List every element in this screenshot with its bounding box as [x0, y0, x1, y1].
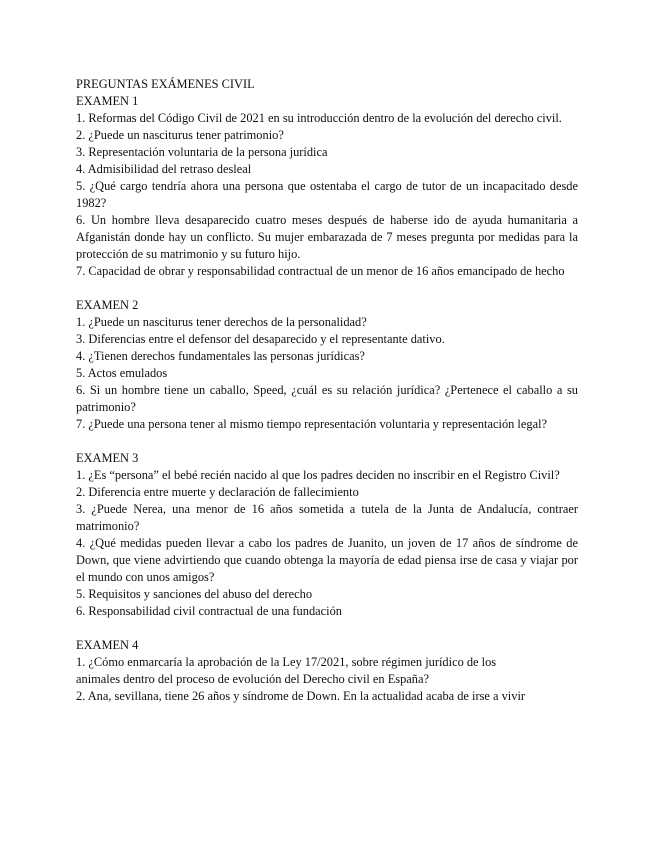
section-gap — [76, 433, 578, 450]
exam-2-heading: EXAMEN 2 — [76, 298, 139, 312]
exam-3-heading: EXAMEN 3 — [76, 451, 139, 465]
question-item: 2. Ana, sevillana, tiene 26 años y síndrome de Down. En la actualidad acaba de irse a vivir — [76, 689, 526, 703]
document-page — [76, 76, 578, 705]
question-item: 7. Capacidad de obrar y responsabilidad contractual de un menor de 16 años emancipado de hecho — [76, 264, 565, 278]
question-item: 3. ¿Puede Nerea, una menor de 16 años sometida a tutela de la Junta de Andalucía, contraer matrimonio? — [76, 502, 578, 533]
question-item: 1. ¿Puede un nasciturus tener derechos de la personalidad? — [76, 315, 367, 329]
exam-3-section — [76, 450, 578, 620]
exam-1-heading: EXAMEN 1 — [76, 94, 139, 108]
section-gap — [76, 620, 578, 637]
question-item: 2. ¿Puede un nasciturus tener patrimonio? — [76, 128, 284, 142]
question-item: 6. Un hombre lleva desaparecido cuatro meses después de haberse ido de ayuda humanitaria a Afganistán donde hay un conflicto. Su mujer embarazada de 7 meses pregunta por medidas para la protección de su matrimonio y su futuro hijo. — [76, 213, 578, 261]
exam-4-heading: EXAMEN 4 — [76, 638, 139, 652]
section-gap — [76, 280, 578, 297]
question-item: 2. Diferencia entre muerte y declaración de fallecimiento — [76, 485, 359, 499]
question-item: 5. Actos emulados — [76, 366, 168, 380]
question-item: 5. ¿Qué cargo tendría ahora una persona que ostentaba el cargo de tutor de un incapacitado desde 1982? — [76, 179, 578, 210]
document-title: PREGUNTAS EXÁMENES CIVIL — [76, 77, 255, 91]
question-item: 6. Si un hombre tiene un caballo, Speed, ¿cuál es su relación jurídica? ¿Pertenece el caballo a su patrimonio? — [76, 383, 578, 414]
question-item: 5. Requisitos y sanciones del abuso del derecho — [76, 587, 313, 601]
question-item: animales dentro del proceso de evolución del Derecho civil en España? — [76, 672, 429, 686]
question-item: 4. ¿Qué medidas pueden llevar a cabo los padres de Juanito, un joven de 17 años de síndrome de Down, que viene advirtiendo que cuando obtenga la mayoría de edad piensa irse de casa y viajar por el mundo con unos amigos? — [76, 536, 578, 584]
question-item: 7. ¿Puede una persona tener al mismo tiempo representación voluntaria y representación legal? — [76, 417, 548, 431]
question-item: 3. Representación voluntaria de la persona jurídica — [76, 145, 328, 159]
question-item: 4. Admisibilidad del retraso desleal — [76, 162, 252, 176]
exam-2-section — [76, 297, 578, 433]
exam-4-section — [76, 637, 578, 705]
question-item: 3. Diferencias entre el defensor del desaparecido y el representante dativo. — [76, 332, 445, 346]
question-item: 1. Reformas del Código Civil de 2021 en su introducción dentro de la evolución del derecho civil. — [76, 111, 562, 125]
exam-1-section — [76, 93, 578, 280]
question-item: 6. Responsabilidad civil contractual de una fundación — [76, 604, 342, 618]
question-item: 1. ¿Es “persona” el bebé recién nacido al que los padres deciden no inscribir en el Registro Civil? — [76, 468, 560, 482]
question-item: 4. ¿Tienen derechos fundamentales las personas jurídicas? — [76, 349, 365, 363]
question-item: 1. ¿Cómo enmarcaría la aprobación de la Ley 17/2021, sobre régimen jurídico de los — [76, 655, 497, 669]
